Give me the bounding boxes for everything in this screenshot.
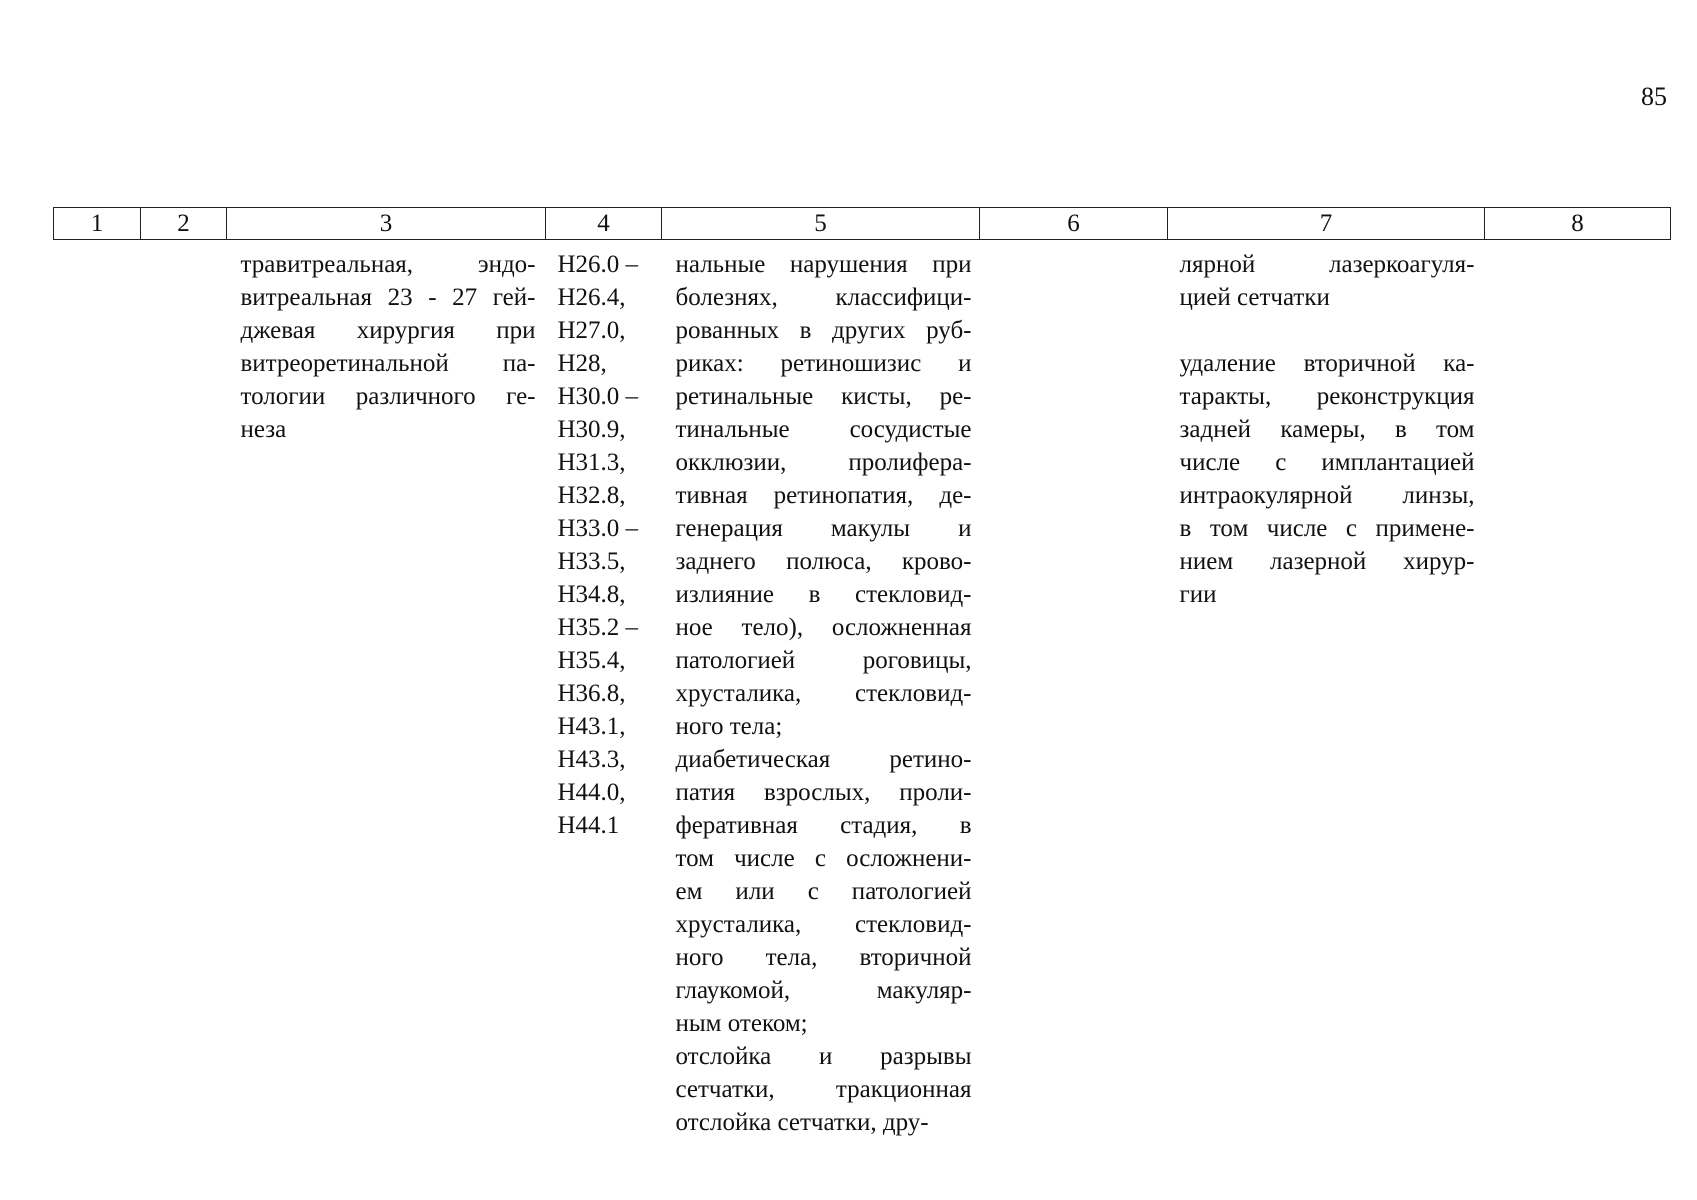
cell-diagnosis xyxy=(662,240,980,1140)
cell-col8 xyxy=(1485,240,1671,1140)
text-line: том числе с осложнени- xyxy=(675,845,972,872)
text-line: патия взрослых, проли- xyxy=(675,779,972,806)
text-line: тинальные сосудистые xyxy=(675,416,972,443)
text-line: болезнях, классифици- xyxy=(675,284,972,311)
text-line: рованных в других руб- xyxy=(675,317,972,344)
medical-procedures-table xyxy=(53,207,1671,1139)
text-line: числе с имплантацией xyxy=(1179,449,1475,476)
text-line: таракты, реконструкция xyxy=(1179,383,1475,410)
cell-col6 xyxy=(980,240,1168,1140)
text-line: H35.4, xyxy=(557,647,626,674)
table-row xyxy=(54,240,1671,1140)
page-number: 85 xyxy=(1641,82,1667,111)
table-header-row xyxy=(54,208,1671,240)
text-line: H30.0 – xyxy=(557,383,639,410)
text-line: H32.8, xyxy=(557,482,626,509)
text-line: хрусталика, стекловид- xyxy=(675,911,972,938)
text-line: H44.1 xyxy=(557,812,620,839)
text-line: H33.0 – xyxy=(557,515,639,542)
column-header: 5 xyxy=(662,208,980,240)
text-line: генерация макулы и xyxy=(675,515,972,542)
text-line: ное тело), осложненная xyxy=(675,614,972,641)
text-line: отслойка и разрывы xyxy=(675,1043,972,1070)
column-header: 6 xyxy=(980,208,1168,240)
text-line: тивная ретинопатия, де- xyxy=(675,482,972,509)
text-line: витреальная 23 - 27 гей- xyxy=(240,284,536,311)
text-line: феративная стадия, в xyxy=(675,812,972,839)
text-line: в том числе с примене- xyxy=(1179,515,1475,542)
text-line: неза xyxy=(240,416,287,443)
text-line: H30.9, xyxy=(557,416,626,443)
text-line: H27.0, xyxy=(557,317,626,344)
text-line: ного тела, вторичной xyxy=(675,944,972,971)
cell-icd-codes xyxy=(546,240,662,1140)
diagnosis-text xyxy=(676,248,972,1139)
text-line: H26.4, xyxy=(557,284,626,311)
cell-col2 xyxy=(141,240,227,1140)
text-line: патологией роговицы, xyxy=(675,647,972,674)
column-header: 2 xyxy=(141,208,227,240)
text-line: риках: ретиношизис и xyxy=(675,350,972,377)
text-line: нием лазерной хирур- xyxy=(1179,548,1475,575)
procedure-text-1 xyxy=(1180,248,1475,314)
paragraph-gap xyxy=(1180,314,1475,347)
text-line: тологии различного ге- xyxy=(240,383,536,410)
text-line: H33.5, xyxy=(557,548,626,575)
text-line: H43.3, xyxy=(557,746,626,773)
column-header: 7 xyxy=(1168,208,1485,240)
text-line: H43.1, xyxy=(557,713,626,740)
text-line: окклюзии, пролифера- xyxy=(675,449,972,476)
treatment-method-text xyxy=(241,248,536,446)
text-line: задней камеры, в том xyxy=(1179,416,1475,443)
text-line: диабетическая ретино- xyxy=(675,746,972,773)
text-line: ем или с патологией xyxy=(675,878,972,905)
text-line: глаукомой, макуляр- xyxy=(675,977,972,1004)
text-line: сетчатки, тракционная xyxy=(675,1076,972,1103)
text-line: витреоретинальной па- xyxy=(240,350,536,377)
text-line: H35.2 – xyxy=(557,614,639,641)
procedure-text-2 xyxy=(1180,347,1475,611)
cell-treatment-method xyxy=(227,240,546,1140)
text-line: отслойка сетчатки, дру- xyxy=(675,1109,929,1136)
cell-procedure xyxy=(1168,240,1485,1140)
text-line: H28, xyxy=(557,350,607,377)
text-line: лярной лазеркоагуля- xyxy=(1179,251,1475,278)
text-line: цией сетчатки xyxy=(1179,284,1330,311)
text-line: H44.0, xyxy=(557,779,626,806)
text-line: травитреальная, эндо- xyxy=(240,251,536,278)
text-line: джевая хирургия при xyxy=(240,317,536,344)
text-line: ного тела; xyxy=(675,713,783,740)
text-line: H34.8, xyxy=(557,581,626,608)
text-line: гии xyxy=(1179,581,1217,608)
text-line: интраокулярной линзы, xyxy=(1179,482,1475,509)
text-line: удаление вторичной ка- xyxy=(1179,350,1475,377)
text-line: H26.0 – xyxy=(557,251,639,278)
text-line: нальные нарушения при xyxy=(675,251,972,278)
text-line: ретинальные кисты, ре- xyxy=(675,383,972,410)
text-line: излияние в стекловид- xyxy=(675,581,972,608)
column-header: 1 xyxy=(54,208,141,240)
cell-col1 xyxy=(54,240,141,1140)
column-header: 8 xyxy=(1485,208,1671,240)
column-header: 3 xyxy=(227,208,546,240)
text-line: H36.8, xyxy=(557,680,626,707)
text-line: ным отеком; xyxy=(675,1010,808,1037)
text-line: заднего полюса, крово- xyxy=(675,548,972,575)
text-line: H31.3, xyxy=(557,449,626,476)
icd-codes-list xyxy=(558,248,662,842)
column-header: 4 xyxy=(546,208,662,240)
text-line: хрусталика, стекловид- xyxy=(675,680,972,707)
